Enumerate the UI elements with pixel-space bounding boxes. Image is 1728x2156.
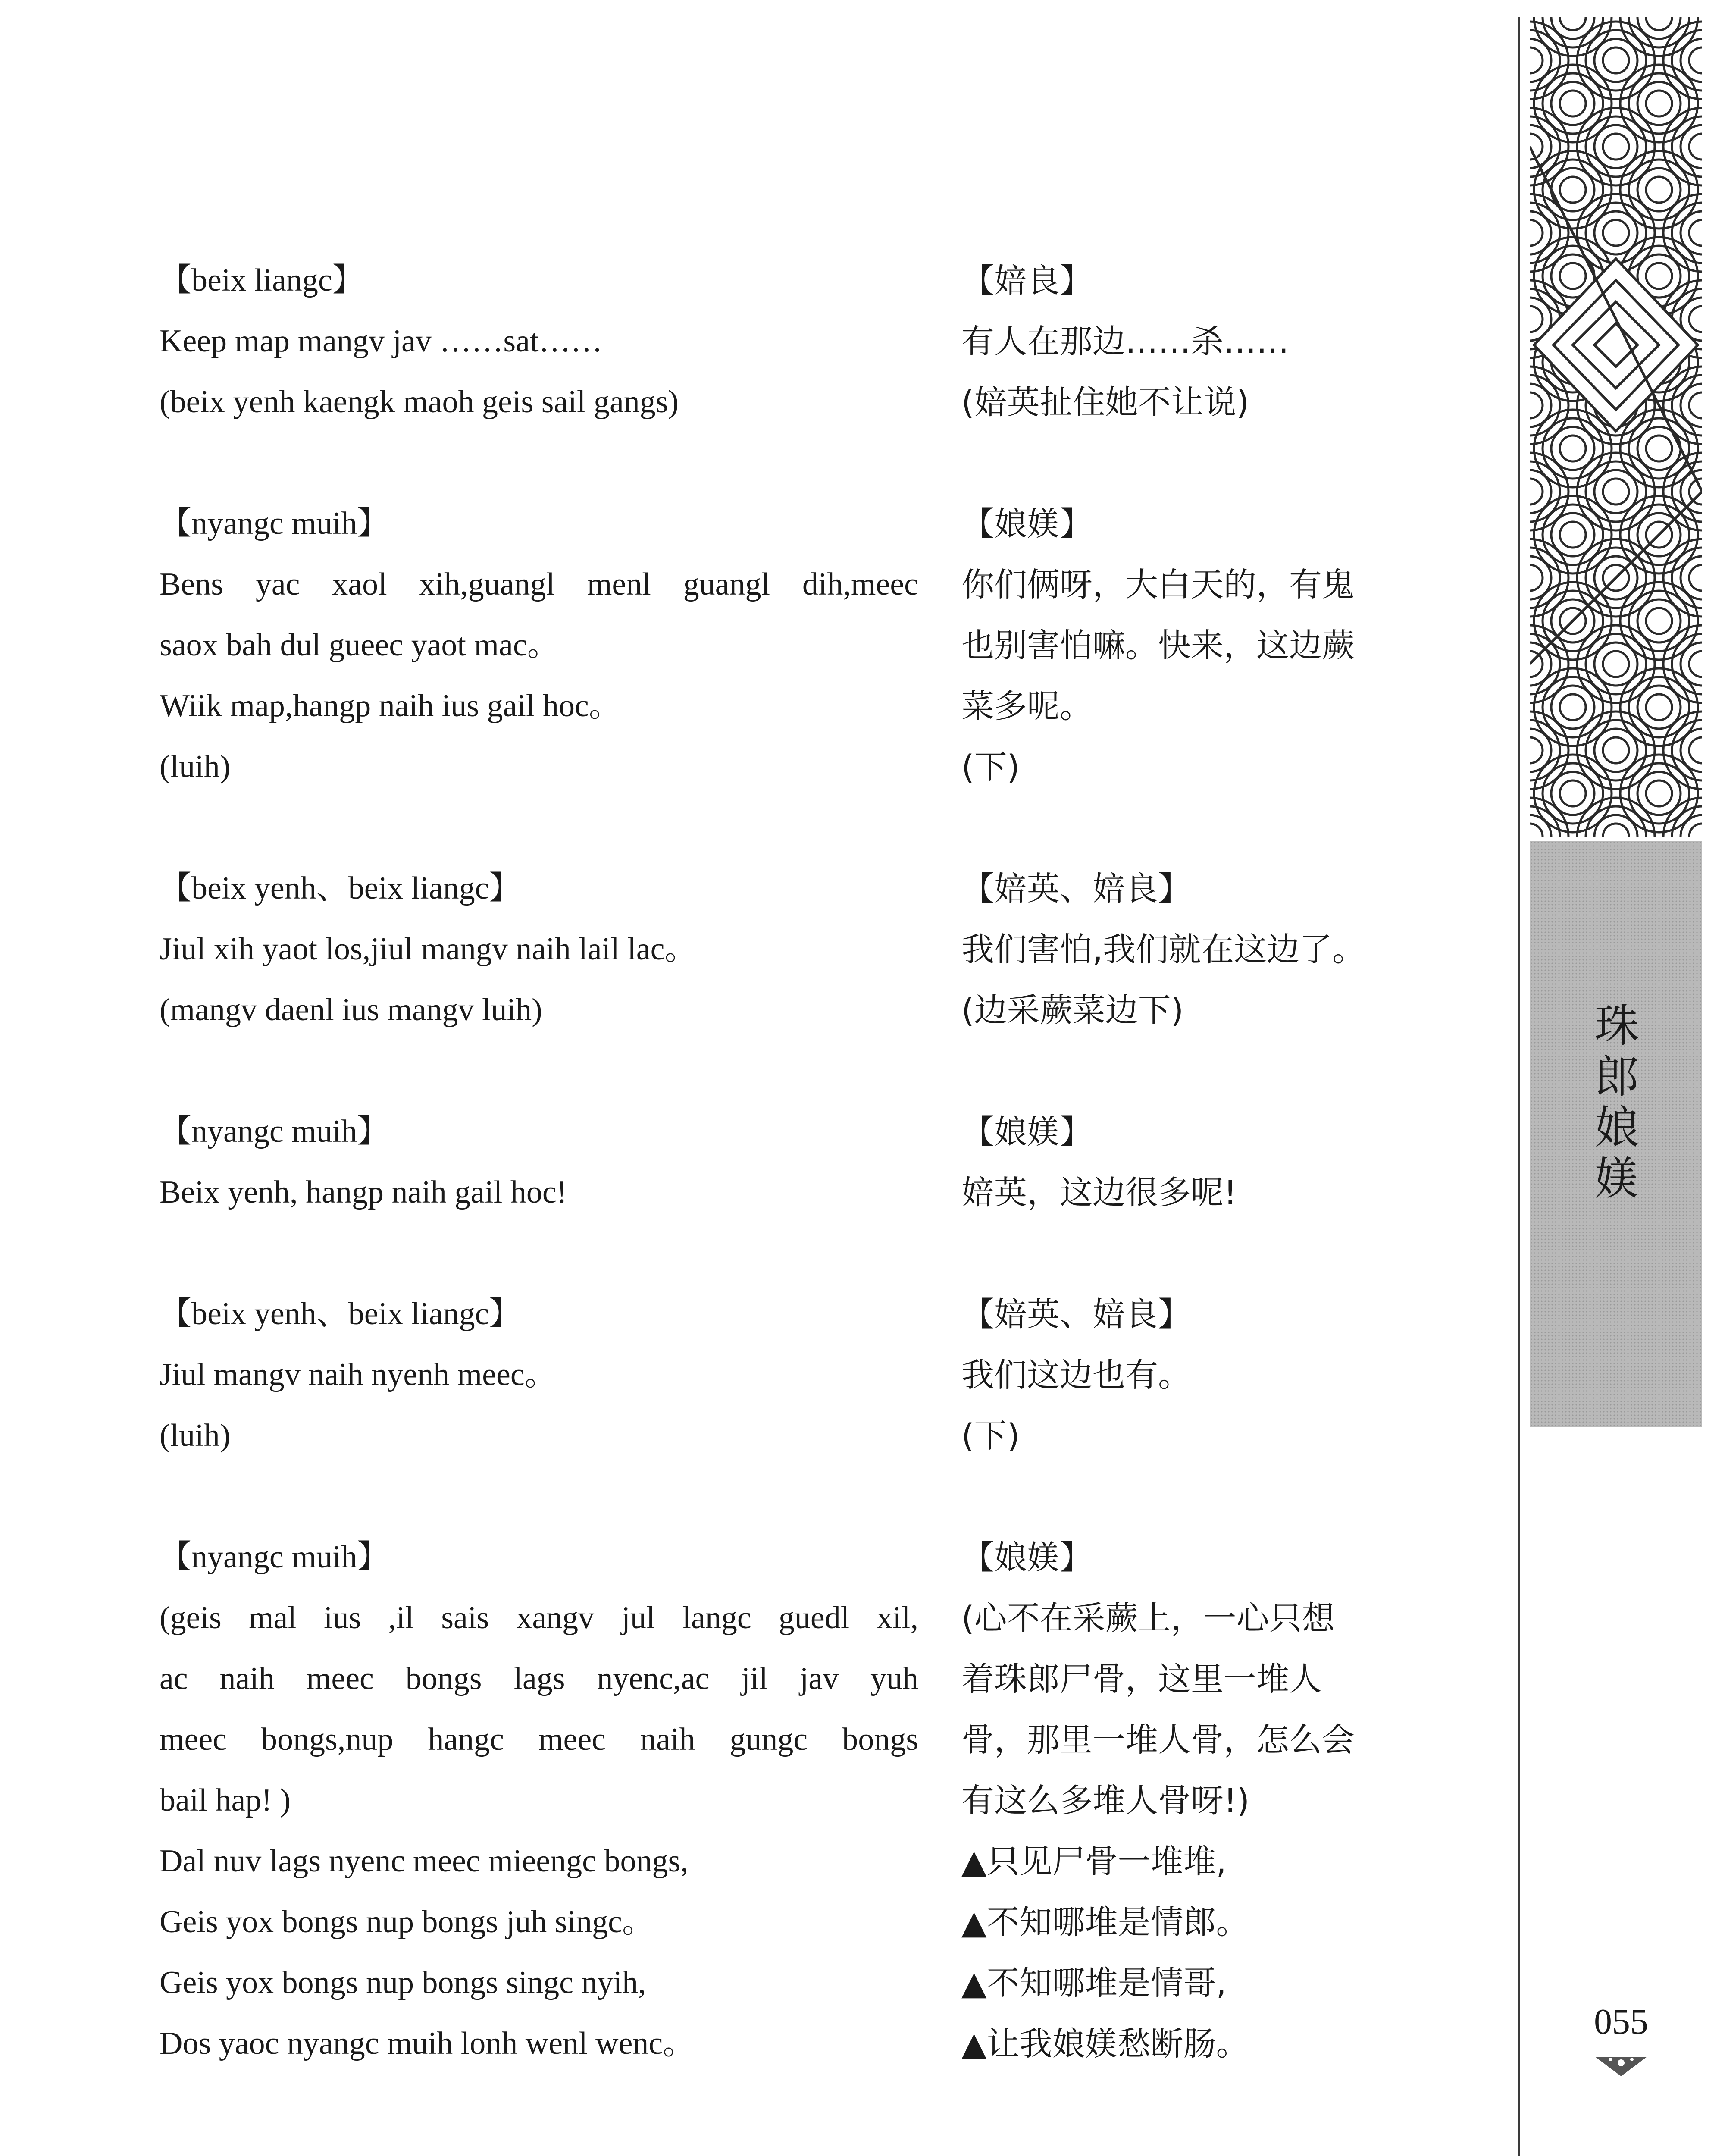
dialogue-line: saox bah dul gueec yaot mac。 bbox=[160, 627, 559, 663]
dialogue-block bbox=[160, 493, 918, 797]
dialogue-block bbox=[160, 1527, 918, 2074]
speaker-label: 【婄良】 bbox=[961, 261, 1093, 300]
stage-direction: (下) bbox=[961, 1416, 1020, 1455]
song-line: ▲不知哪堆是情哥, bbox=[961, 1964, 1227, 2002]
page-number: 055 bbox=[1594, 2002, 1648, 2042]
speaker-label: 【nyangc muih】 bbox=[160, 1114, 389, 1149]
dialogue-line: Jiul xih yaot los,jiul mangv naih lail lac。 bbox=[160, 931, 697, 967]
stage-direction: (luih) bbox=[160, 749, 231, 784]
speaker-label: 【beix yenh、beix liangc】 bbox=[160, 1296, 521, 1332]
dialogue-block bbox=[961, 493, 1431, 797]
speaker-label: 【娘媄】 bbox=[961, 1538, 1093, 1576]
stage-direction: 着珠郎尸骨，这里一堆人 bbox=[961, 1660, 1322, 1698]
song-line: ▲不知哪堆是情郎。 bbox=[961, 1903, 1249, 1941]
dialogue-block bbox=[160, 1284, 918, 1466]
dialogue-block bbox=[961, 1101, 1431, 1223]
speaker-label: 【nyangc muih】 bbox=[160, 1539, 389, 1575]
stage-direction: (luih) bbox=[160, 1418, 231, 1453]
stage-direction: (geis mal ius ,il sais xangv jul langc guedl xil, bbox=[160, 1600, 918, 1636]
speaker-label: 【beix yenh、beix liangc】 bbox=[160, 871, 521, 906]
stage-direction: (beix yenh kaengk maoh geis sail gangs) bbox=[160, 384, 679, 420]
stage-direction: 骨，那里一堆人骨，怎么会 bbox=[961, 1720, 1355, 1759]
chinese-text-column bbox=[961, 250, 1431, 2135]
running-title-char: 郎 bbox=[1594, 1050, 1639, 1103]
song-line: Geis yox bongs nup bongs singc nyih, bbox=[160, 1965, 646, 2000]
dialogue-block bbox=[160, 858, 918, 1040]
dialogue-line: 婄英，这边很多呢! bbox=[961, 1173, 1237, 1212]
running-title-char: 珠 bbox=[1594, 1000, 1639, 1052]
speaker-label: 【beix liangc】 bbox=[160, 263, 364, 298]
dialogue-block bbox=[160, 1101, 918, 1223]
dialogue-line: Keep map mangv jav ……sat…… bbox=[160, 323, 603, 359]
dialogue-line: 我们这边也有。 bbox=[961, 1356, 1191, 1394]
page-ornament-icon bbox=[1591, 2053, 1651, 2078]
stage-direction: 有这么多堆人骨呀!) bbox=[961, 1781, 1250, 1820]
song-line: ▲让我娘媄愁断肠。 bbox=[961, 2024, 1249, 2063]
margin-rule bbox=[1518, 17, 1520, 2156]
running-title-char: 娘 bbox=[1594, 1101, 1639, 1154]
dialogue-block bbox=[961, 1284, 1431, 1466]
running-title-char: 媄 bbox=[1594, 1152, 1639, 1205]
speaker-label: 【nyangc muih】 bbox=[160, 506, 389, 541]
speaker-label: 【娘媄】 bbox=[961, 1112, 1093, 1151]
speaker-label: 【婄英、婄良】 bbox=[961, 869, 1191, 908]
song-line: ▲只见尸骨一堆堆, bbox=[961, 1842, 1227, 1880]
dialogue-line: Bens yac xaol xih,guangl menl guangl dih,meec bbox=[160, 567, 918, 602]
song-line: Dos yaoc nyangc muih lonh wenl wenc。 bbox=[160, 2026, 695, 2061]
stage-direction: (mangv daenl ius mangv luih) bbox=[160, 992, 542, 1028]
dialogue-line: Beix yenh, hangp naih gail hoc! bbox=[160, 1175, 567, 1210]
wave-pattern-decoration bbox=[1530, 17, 1702, 837]
dialogue-line: 有人在那边……杀…… bbox=[961, 322, 1289, 360]
dong-text-column bbox=[160, 250, 918, 2135]
speaker-label: 【婄英、婄良】 bbox=[961, 1295, 1191, 1333]
dialogue-line: 你们俩呀，大白天的，有鬼 bbox=[961, 565, 1355, 604]
stage-direction: meec bongs,nup hangc meec naih gungc bongs bbox=[160, 1722, 918, 1757]
dialogue-block bbox=[961, 250, 1431, 432]
stage-direction: (心不在采蕨上，一心只想 bbox=[961, 1599, 1335, 1637]
dialogue-block bbox=[961, 1527, 1431, 2074]
dialogue-line: 我们害怕,我们就在这边了。 bbox=[961, 930, 1365, 968]
dialogue-block bbox=[961, 858, 1431, 1040]
stage-direction: ac naih meec bongs lags nyenc,ac jil jav yuh bbox=[160, 1661, 918, 1696]
stage-direction: (下) bbox=[961, 748, 1020, 786]
stage-direction: bail hap! ) bbox=[160, 1783, 291, 1818]
dialogue-line: 菜多呢。 bbox=[961, 687, 1093, 725]
dialogue-line: Wiik map,hangp naih ius gail hoc。 bbox=[160, 688, 621, 724]
dialogue-block bbox=[160, 250, 918, 432]
dialogue-line: 也别害怕嘛。快来，这边蕨 bbox=[961, 626, 1355, 664]
dialogue-line: Jiul mangv naih nyenh meec。 bbox=[160, 1357, 557, 1392]
song-line: Geis yox bongs nup bongs juh singc。 bbox=[160, 1904, 654, 1940]
speaker-label: 【娘媄】 bbox=[961, 505, 1093, 543]
running-title bbox=[1591, 1000, 1643, 1204]
song-line: Dal nuv lags nyenc meec mieengc bongs, bbox=[160, 1843, 689, 1879]
stage-direction: (婄英扯住她不让说) bbox=[961, 383, 1249, 421]
stage-direction: (边采蕨菜边下) bbox=[961, 991, 1184, 1029]
